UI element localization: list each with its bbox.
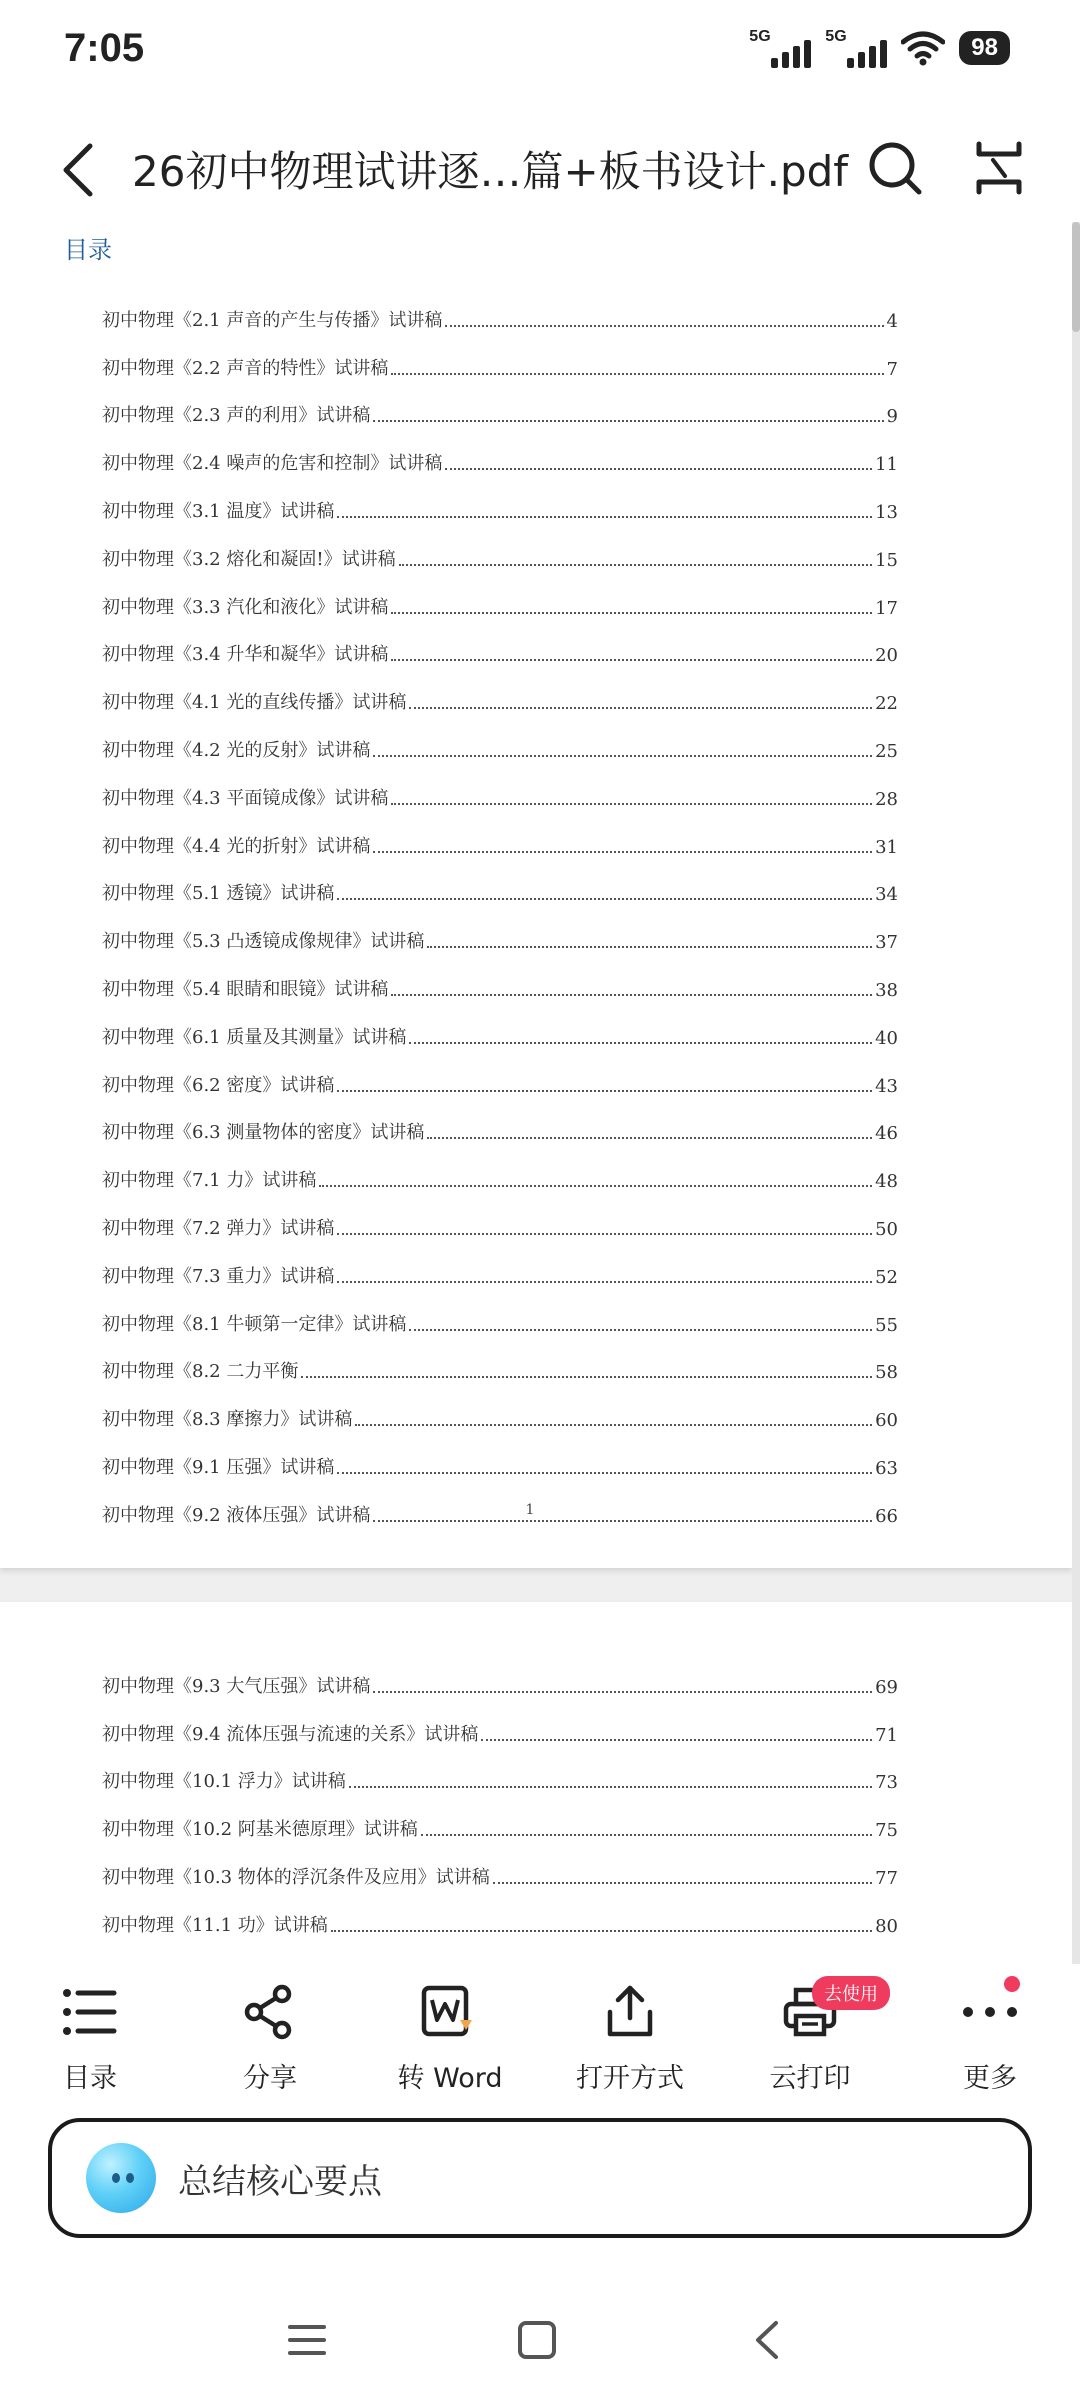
toc-entry[interactable] <box>102 1192 898 1240</box>
toolbar-label: 转 Word <box>397 2063 503 2094</box>
toc-entry-title: 初中物理《4.4 光的折射》试讲稿 <box>102 835 371 857</box>
status-bar <box>0 0 1080 105</box>
toc-dot-leader <box>427 946 872 948</box>
toc-entry-title: 初中物理《3.2 熔化和凝固!》试讲稿 <box>102 548 396 570</box>
toc-dot-leader <box>373 851 872 853</box>
toolbar-label: 更多 <box>963 2063 1017 2094</box>
toc-entry[interactable] <box>102 1001 898 1049</box>
toc-entry-page: 13 <box>875 501 898 523</box>
convert-word-button[interactable] <box>360 1982 540 2102</box>
toc-entry-title: 初中物理《6.1 质量及其测量》试讲稿 <box>102 1026 407 1048</box>
toc-entry-page: 22 <box>875 693 898 715</box>
toc-entry[interactable] <box>102 1097 898 1145</box>
toolbar-label: 打开方式 <box>576 2063 684 2094</box>
toc-entry-title: 初中物理《2.4 噪声的危害和控制》试讲稿 <box>102 453 443 475</box>
toc-dot-leader <box>481 1739 872 1741</box>
expand-icon <box>973 140 1025 196</box>
toc-dot-leader <box>337 898 872 900</box>
status-icons <box>749 28 1010 68</box>
toc-dot-leader <box>337 1233 872 1235</box>
toolbar-label: 分享 <box>243 2063 297 2094</box>
toc-entry-page: 80 <box>875 1915 898 1937</box>
signal-label: 5G <box>749 28 771 45</box>
toc-dot-leader <box>391 373 883 375</box>
toc-entry-page: 55 <box>875 1314 898 1336</box>
toc-entry[interactable] <box>102 905 898 953</box>
bottom-toolbar <box>0 1964 1080 2114</box>
toolbar-label: 目录 <box>63 2063 117 2094</box>
toc-entry[interactable] <box>102 666 898 714</box>
toc-dot-leader <box>319 1185 872 1187</box>
toc-entry-title: 初中物理《3.4 升华和凝华》试讲稿 <box>102 644 389 666</box>
pdf-viewer[interactable] <box>0 222 1080 1964</box>
toc-entry-page: 40 <box>875 1027 898 1049</box>
toc-entry-page: 37 <box>875 932 898 954</box>
toc-entry-page: 73 <box>875 1772 898 1794</box>
toc-dot-leader <box>349 1786 872 1788</box>
home-button[interactable] <box>492 2300 582 2380</box>
toc-entry-page: 11 <box>875 454 898 476</box>
ai-assistant-avatar-icon <box>86 2143 156 2213</box>
toc-entry-title: 初中物理《10.1 浮力》试讲稿 <box>102 1771 346 1793</box>
toc-entry[interactable] <box>102 1144 898 1192</box>
toc-dot-leader <box>331 1930 872 1932</box>
scrollbar[interactable] <box>1072 222 1080 1964</box>
toc-dot-leader <box>391 994 872 996</box>
signal-icon <box>749 28 811 68</box>
search-icon <box>867 140 923 196</box>
toc-entry-title: 初中物理《2.3 声的利用》试讲稿 <box>102 405 371 427</box>
document-title: 26初中物理试讲逐…篇+板书设计.pdf <box>132 147 849 196</box>
toc-entry-title: 初中物理《10.3 物体的浮沉条件及应用》试讲稿 <box>102 1866 490 1888</box>
toc-dot-leader <box>337 516 872 518</box>
toc-entry[interactable] <box>102 1336 898 1384</box>
open-with-icon <box>600 1982 660 2042</box>
toc-dot-leader <box>409 707 872 709</box>
toc-entry-page: 48 <box>875 1171 898 1193</box>
toc-entry-title: 初中物理《7.2 弹力》试讲稿 <box>102 1217 335 1239</box>
toc-entry[interactable] <box>102 523 898 571</box>
toc-entry-title: 初中物理《4.1 光的直线传播》试讲稿 <box>102 692 407 714</box>
toc-dot-leader <box>301 1376 872 1378</box>
toc-entry-page: 77 <box>875 1867 898 1889</box>
more-button[interactable] <box>900 1982 1080 2102</box>
toc-entry-page: 58 <box>875 1362 898 1384</box>
open-with-button[interactable] <box>540 1982 720 2102</box>
word-convert-icon <box>420 1982 480 2042</box>
toc-entry-title: 初中物理《6.2 密度》试讲稿 <box>102 1074 335 1096</box>
toc-entry-page: 75 <box>875 1820 898 1842</box>
toc-entry-page: 50 <box>875 1218 898 1240</box>
toc-entry-page: 52 <box>875 1266 898 1288</box>
toc-entry-page: 28 <box>875 788 898 810</box>
toc-entry[interactable] <box>102 284 898 332</box>
share-button[interactable] <box>180 1982 360 2102</box>
toc-entry-title: 初中物理《2.1 声音的产生与传播》试讲稿 <box>102 309 443 331</box>
toc-entry[interactable] <box>102 1889 898 1937</box>
toc-entry-page: 7 <box>886 358 898 380</box>
menu-icon <box>287 2322 327 2358</box>
toc-entry[interactable] <box>102 762 898 810</box>
toc-entry-title: 初中物理《6.3 测量物体的密度》试讲稿 <box>102 1122 425 1144</box>
toc-entry[interactable] <box>102 1841 898 1889</box>
toc-dot-leader <box>427 1137 872 1139</box>
back-button[interactable] <box>48 135 108 205</box>
list-icon <box>60 1982 120 2042</box>
toc-entry[interactable] <box>102 1288 898 1336</box>
pdf-page <box>0 1602 1072 1964</box>
toc-entry-page: 34 <box>875 884 898 906</box>
toc-entry-title: 初中物理《9.2 液体压强》试讲稿 <box>102 1504 371 1526</box>
chevron-left-icon <box>60 142 96 198</box>
toc-heading: 目录 <box>64 236 112 264</box>
status-time: 7:05 <box>64 26 145 70</box>
toc-entry[interactable] <box>102 1431 898 1479</box>
toc-entry-page: 31 <box>875 836 898 858</box>
toc-entry-page: 20 <box>875 645 898 667</box>
toc-dot-leader <box>391 659 872 661</box>
toc-entry-page: 17 <box>875 597 898 619</box>
toc-dot-leader <box>445 325 883 327</box>
toc-dot-leader <box>421 1834 872 1836</box>
ai-prompt-text: 总结核心要点 <box>178 2161 382 2202</box>
toc-entry[interactable] <box>102 380 898 428</box>
pdf-page <box>0 222 1072 1568</box>
toc-entry[interactable] <box>102 1240 898 1288</box>
battery-indicator: 98 <box>959 31 1010 65</box>
toc-list <box>102 284 898 1527</box>
toc-dot-leader <box>409 1042 872 1044</box>
toc-entry[interactable] <box>102 332 898 380</box>
toc-entry-title: 初中物理《11.1 功》试讲稿 <box>102 1914 328 1936</box>
toc-button[interactable] <box>0 1982 180 2102</box>
toc-entry[interactable] <box>102 858 898 906</box>
app-header <box>0 105 1080 230</box>
fullscreen-button[interactable] <box>966 133 1032 203</box>
toc-entry-title: 初中物理《5.3 凸透镜成像规律》试讲稿 <box>102 931 425 953</box>
toc-list <box>102 1650 898 1937</box>
toc-entry-page: 66 <box>875 1505 898 1527</box>
notification-dot <box>1004 1976 1020 1992</box>
toc-entry-page: 4 <box>886 310 898 332</box>
toc-entry-page: 43 <box>875 1075 898 1097</box>
toc-entry[interactable] <box>102 1746 898 1794</box>
toc-entry-title: 初中物理《7.1 力》试讲稿 <box>102 1170 317 1192</box>
toc-dot-leader <box>337 1281 872 1283</box>
toc-entry-title: 初中物理《4.2 光的反射》试讲稿 <box>102 739 371 761</box>
toc-dot-leader <box>493 1882 872 1884</box>
toc-entry-title: 初中物理《10.2 阿基米德原理》试讲稿 <box>102 1819 418 1841</box>
wifi-icon <box>901 30 945 66</box>
toc-entry-title: 初中物理《9.1 压强》试讲稿 <box>102 1456 335 1478</box>
recents-button[interactable] <box>262 2300 352 2380</box>
toolbar-label: 云打印 <box>769 2063 851 2094</box>
ai-summary-button[interactable] <box>48 2118 1032 2238</box>
search-button[interactable] <box>862 133 928 203</box>
toc-entry[interactable] <box>102 1049 898 1097</box>
toc-entry-page: 38 <box>875 979 898 1001</box>
toc-entry-title: 初中物理《8.3 摩擦力》试讲稿 <box>102 1409 353 1431</box>
toc-entry-title: 初中物理《9.3 大气压强》试讲稿 <box>102 1675 371 1697</box>
toc-entry-title: 初中物理《8.2 二力平衡 <box>102 1361 299 1383</box>
scrollbar-thumb[interactable] <box>1072 222 1080 332</box>
toc-dot-leader <box>409 1329 872 1331</box>
toc-dot-leader <box>445 468 872 470</box>
system-back-button[interactable] <box>722 2300 812 2380</box>
toc-entry-title: 初中物理《8.1 牛顿第一定律》试讲稿 <box>102 1313 407 1335</box>
toc-dot-leader <box>399 564 873 566</box>
toc-dot-leader <box>391 612 872 614</box>
toc-entry[interactable] <box>102 427 898 475</box>
print-promo-badge[interactable]: 去使用 <box>812 1976 890 2010</box>
toc-entry-title: 初中物理《5.1 透镜》试讲稿 <box>102 883 335 905</box>
toc-entry[interactable] <box>102 1793 898 1841</box>
signal-icon <box>825 28 887 68</box>
toc-entry-page: 9 <box>886 406 898 428</box>
page-number: 1 <box>525 1502 535 1518</box>
home-square-icon <box>517 2320 557 2360</box>
toc-dot-leader <box>373 755 872 757</box>
toc-entry-title: 初中物理《3.1 温度》试讲稿 <box>102 500 335 522</box>
toc-entry-page: 69 <box>875 1676 898 1698</box>
toc-entry-page: 63 <box>875 1457 898 1479</box>
toc-entry[interactable] <box>102 1383 898 1431</box>
toc-entry[interactable] <box>102 1650 898 1698</box>
toc-entry-page: 15 <box>875 549 898 571</box>
toc-dot-leader <box>373 1691 872 1693</box>
toc-dot-leader <box>373 420 883 422</box>
toc-entry-page: 46 <box>875 1123 898 1145</box>
signal-label: 5G <box>825 28 847 45</box>
toc-entry-title: 初中物理《5.4 眼睛和眼镜》试讲稿 <box>102 978 389 1000</box>
system-nav-bar <box>0 2280 1080 2401</box>
toc-entry[interactable] <box>102 953 898 1001</box>
share-icon <box>240 1982 300 2042</box>
toc-entry-page: 71 <box>875 1724 898 1746</box>
toc-entry-title: 初中物理《4.3 平面镜成像》试讲稿 <box>102 787 389 809</box>
toc-entry-title: 初中物理《7.3 重力》试讲稿 <box>102 1265 335 1287</box>
toc-entry[interactable] <box>102 1698 898 1746</box>
toc-entry-page: 60 <box>875 1410 898 1432</box>
toc-dot-leader <box>373 1520 872 1522</box>
toc-entry[interactable] <box>102 714 898 762</box>
toc-entry-title: 初中物理《3.3 汽化和液化》试讲稿 <box>102 596 389 618</box>
back-arrow-icon <box>752 2319 782 2361</box>
toc-entry[interactable] <box>102 475 898 523</box>
toc-entry-page: 25 <box>875 740 898 762</box>
toc-entry-title: 初中物理《9.4 流体压强与流速的关系》试讲稿 <box>102 1723 479 1745</box>
toc-entry[interactable] <box>102 571 898 619</box>
toc-entry-title: 初中物理《2.2 声音的特性》试讲稿 <box>102 357 389 379</box>
toc-entry[interactable] <box>102 810 898 858</box>
toc-entry[interactable] <box>102 619 898 667</box>
toc-dot-leader <box>337 1472 872 1474</box>
toc-dot-leader <box>391 803 872 805</box>
toc-dot-leader <box>337 1090 872 1092</box>
toc-dot-leader <box>355 1424 872 1426</box>
